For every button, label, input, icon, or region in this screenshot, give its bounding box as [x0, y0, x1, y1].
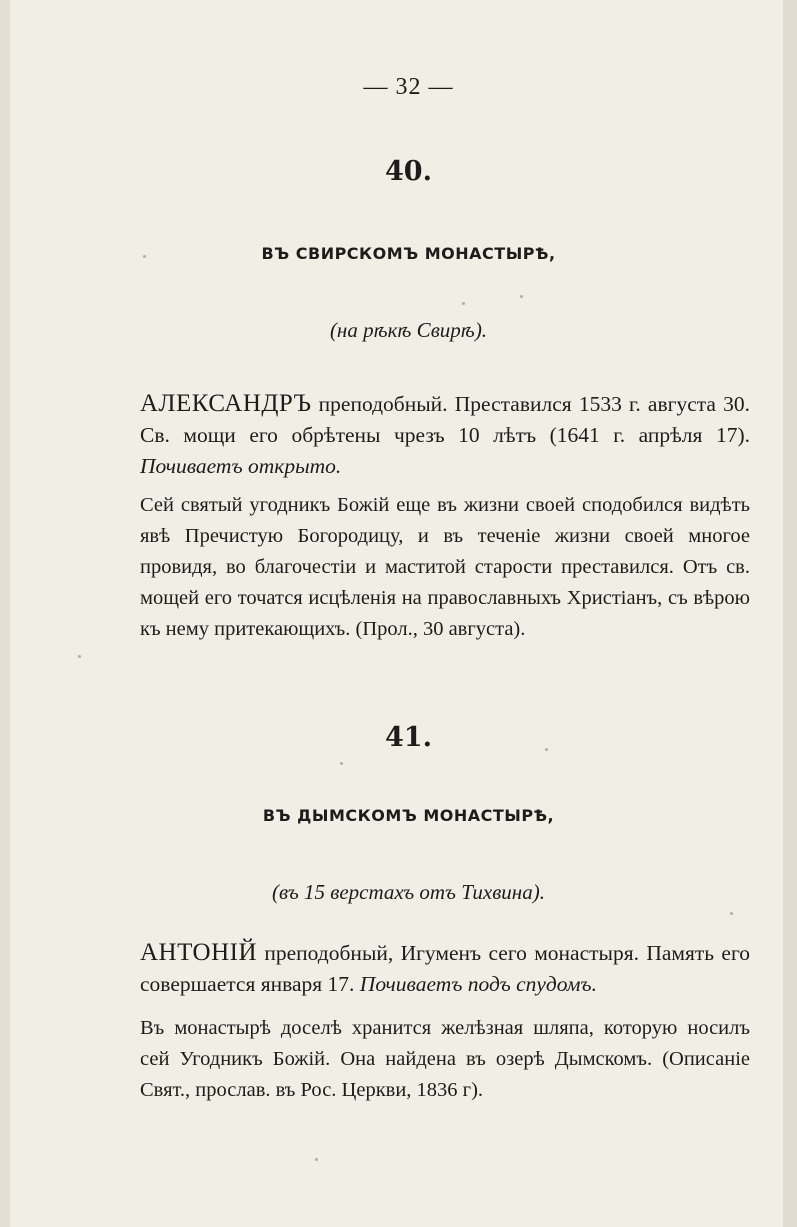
- scan-speck: [462, 302, 465, 305]
- saint-entry-text: преподобный. Преставился 1533 г. августа 30. Св. мощи его обрѣтены чрезъ 10 лѣтъ (1641 г. апрѣля 17).: [140, 392, 750, 447]
- monastery-heading: ВЪ ДЫМСКОМЪ МОНАСТЫРѢ,: [262, 806, 555, 825]
- scan-speck: [730, 912, 733, 915]
- location-subheading: (на рѣкѣ Свирѣ).: [329, 318, 488, 342]
- page-number: — 32 —: [363, 74, 454, 100]
- description-paragraph: Въ монастырѣ доселѣ хранится желѣзная шляпа, которую носилъ сей Угодникъ Божій. Она найдена въ озерѣ Дымскомъ. (Описаніе Свят., прослав. въ Рос. Церкви, 1836 г).: [140, 1017, 750, 1101]
- relics-status: Почиваетъ открыто.: [140, 454, 342, 478]
- saint-entry-paragraph: [140, 937, 750, 1000]
- entry-number: 40.: [385, 156, 432, 187]
- relics-status: Почиваетъ подъ спудомъ.: [359, 972, 597, 996]
- monastery-heading: ВЪ СВИРСКОМЪ МОНАСТЫРѢ,: [261, 244, 556, 263]
- saint-name: АНТОНІЙ: [140, 939, 258, 966]
- entry-number: 41.: [385, 722, 432, 753]
- scan-speck: [315, 1158, 318, 1161]
- description-paragraph: Сей святый угодникъ Божій еще въ жизни своей сподобился видѣть явѣ Пречистую Богородицу, и въ теченіе жизни своей многое провидя, во благочестіи и маститой старости преставился. Отъ св. мощей его точатся исцѣленія на православныхъ Христіанъ, съ вѣрою къ нему притекающихъ. (Прол., 30 августа).: [140, 494, 750, 640]
- scan-speck: [340, 762, 343, 765]
- location-subheading: (въ 15 верстахъ отъ Тихвина).: [272, 880, 545, 904]
- saint-entry-text: преподобный, Игуменъ сего монастыря. Память его совершается января 17.: [140, 941, 750, 996]
- saint-entry-paragraph: [140, 388, 750, 482]
- scan-speck: [520, 295, 523, 298]
- saint-name: АЛЕКСАНДРЪ: [140, 390, 312, 417]
- scan-speck: [545, 748, 548, 751]
- scan-speck: [78, 655, 81, 658]
- scan-speck: [143, 255, 146, 258]
